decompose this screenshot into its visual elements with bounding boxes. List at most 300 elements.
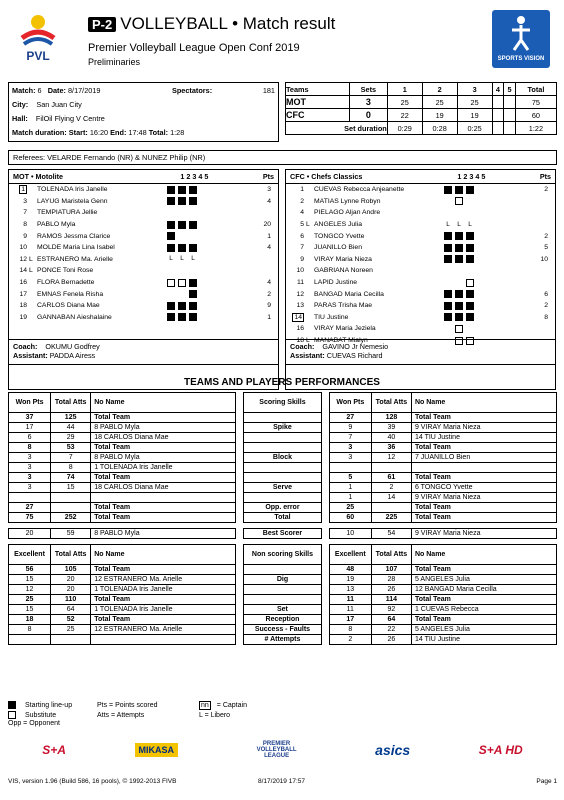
skill-label [243,585,321,595]
empty-set-slot [167,267,175,275]
page-title [88,14,335,34]
set-participation [444,279,508,287]
empty-set-slot [200,313,208,321]
libero-flag: L [29,255,33,263]
player-number [290,233,304,240]
col-header: No Name [411,545,556,565]
player-number [290,198,304,205]
duration-cell: 1:22 [515,122,556,135]
perf-cell: 105 [51,565,91,575]
empty-set-slot [488,313,496,321]
perf-cell: 1 TOLENADA Iris Janelle [91,463,236,473]
player-points: 2 [544,302,548,310]
starting-square-icon [466,232,474,240]
player-name: VIRAY Maria Jeziela [314,325,376,333]
starting-square-icon [444,255,452,263]
perf-cell: 26 [371,585,411,595]
player-name: PONCE Toni Rose [37,267,94,275]
score-header-cell: 1 [387,83,422,96]
empty-set-slot [444,197,452,205]
empty-set-slot [477,290,485,298]
perf-cell: 20 [51,585,91,595]
col-header: Excellent [9,545,51,565]
perf-cell: 18 [9,615,51,625]
coach-name: GAVINO Jr Nemesio [322,342,389,351]
perf-cell: Total Team [411,513,556,523]
player-number [13,279,27,286]
score-header-cell: Total [515,83,556,96]
set-participation [167,255,231,263]
libero-marker: L [169,255,173,263]
player-name: ESTRANERO Ma. Arielle [37,255,113,263]
perf-cell: Total Team [91,513,236,523]
starting-square-icon [455,186,463,194]
starting-square-icon [455,255,463,263]
perf-cell: 8 [329,625,371,635]
player-name: TOLENADA Iris Janelle [37,186,108,194]
skill-label: Block [243,453,321,463]
perf-cell: 6 [9,433,51,443]
player-name: TONGCO Yvette [314,232,365,240]
gap [236,453,244,463]
player-number [13,314,27,321]
assistant-name: PADDA Airess [49,351,96,360]
player-points: 4 [267,244,271,252]
perf-row [9,565,557,575]
set-participation [444,325,508,333]
starting-square-icon [189,313,197,321]
gap [236,443,244,453]
player-number-text: 13 [296,302,304,310]
set-participation [444,302,508,310]
player-points: 3 [267,186,271,194]
perf-header-row [9,545,557,565]
perf-cell: Total Team [91,503,236,513]
league-name: Premier Volleyball League Open Conf 2019 [88,42,300,54]
player-number [290,314,304,321]
perf-cell: 20 [9,529,51,539]
score-cell [492,109,504,122]
perf-cell: 8 PABLO Myla [91,423,236,433]
perf-cell: 27 [329,413,371,423]
player-number-text: 14 [294,313,302,321]
player-number-text: 8 [23,221,27,229]
perf-cell: 20 [51,575,91,585]
col-header: Total Atts [51,393,91,413]
perf-cell: 9 VIRAY Maria Nieza [411,529,556,539]
player-number-text: 9 [300,255,304,263]
player-row [286,265,555,277]
legend-captain-box: nn [201,701,209,709]
player-row [286,196,555,208]
set-participation [444,244,508,252]
empty-set-slot [444,267,452,275]
empty-set-slot [200,197,208,205]
perf-cell: Total Team [411,443,556,453]
player-row [286,277,555,289]
starting-square-icon [444,244,452,252]
perf-cell: 8 [9,443,51,453]
starting-square-icon [466,290,474,298]
perf-cell: 2 [371,483,411,493]
skill-label [243,433,321,443]
starting-square-icon [466,186,474,194]
empty-set-slot [200,255,208,263]
pts-header: Pts [539,172,551,181]
score-cell: CFC [286,109,350,122]
empty-set-slot [200,267,208,275]
p2-badge: P-2 [88,17,116,32]
set-participation [444,232,508,240]
set-participation [167,267,231,275]
score-cell: 22 [387,109,422,122]
empty-set-slot [200,244,208,252]
gap [236,615,244,625]
empty-set-slot [200,290,208,298]
gap [321,423,329,433]
col-header: No Name [91,393,236,413]
end-value: 17:48 [128,127,147,137]
match-info-panel [8,82,279,142]
empty-set-slot [488,325,496,333]
spectators-label: Spectators: [171,85,213,95]
player-row [9,207,278,219]
perf-cell: Total Team [411,503,556,513]
starting-square-icon [189,186,197,194]
player-name: TEMPIATURA Jellie [37,209,98,217]
empty-set-slot [200,221,208,229]
perf-cell [9,635,51,645]
set-participation [167,186,231,194]
total-label: Total: [148,127,169,137]
starting-square-icon [189,221,197,229]
perf-cell [91,493,236,503]
score-header-cell: 3 [457,83,492,96]
player-points: 2 [267,290,271,298]
empty-set-slot [477,221,485,229]
libero-flag: L [29,267,33,275]
player-number-text: 2 [300,197,304,205]
set-participation [167,302,231,310]
player-row [286,300,555,312]
empty-set-slot [211,302,219,310]
set-participation [167,313,231,321]
team-a-header [9,170,278,184]
player-row [9,277,278,289]
set-participation [444,313,508,321]
player-row [286,254,555,266]
empty-set-slot [477,186,485,194]
gap [321,433,329,443]
empty-set-slot [211,313,219,321]
col-header: Excellent [329,545,371,565]
starting-square-icon [167,244,175,252]
player-name: FLORA Bernadette [37,279,95,287]
best-scorer-row [9,529,557,539]
perf-cell: 52 [51,615,91,625]
gap [321,615,329,625]
pts-header: Pts [262,172,274,181]
starting-square-icon [466,255,474,263]
perf-cell: 40 [371,433,411,443]
perf-cell: Total Team [411,473,556,483]
assistant-name: CUEVAS Richard [326,351,383,360]
player-row [9,254,278,266]
footer [8,778,557,785]
perf-cell: Total Team [411,595,556,605]
perf-cell: 8 [51,463,91,473]
perf-cell: 7 [329,433,371,443]
starting-square-icon [455,290,463,298]
player-name: PABLO Myla [37,221,76,229]
starting-square-icon [189,302,197,310]
player-name: MANABAT Mialyn [314,337,368,345]
gap [236,503,244,513]
empty-set-slot [444,209,452,217]
empty-set-slot [200,232,208,240]
starting-square-icon [444,313,452,321]
skill-label [243,565,321,575]
player-number [13,291,27,298]
player-points: 9 [267,302,271,310]
gap [321,413,329,423]
empty-set-slot [211,221,219,229]
player-number-text: 5 [300,221,304,229]
player-name: LAYUG Maristela Genn [37,197,108,205]
starting-square-icon [444,290,452,298]
gap [321,565,329,575]
perf-cell: 9 VIRAY Maria Nieza [411,493,556,503]
gap [321,473,329,483]
sets-header: 1 2 3 4 5 [457,172,486,181]
perf-cell: 6 TONGCO Yvette [411,483,556,493]
perf-cell: Total Team [411,413,556,423]
perf-row [9,463,557,473]
perf-cell: 3 [9,453,51,463]
perf-cell: 56 [9,565,51,575]
set-participation [167,244,231,252]
perf-cell: 64 [371,615,411,625]
empty-set-slot [189,209,197,217]
empty-set-slot [455,279,463,287]
set-participation [444,209,508,217]
skill-label [243,595,321,605]
perf-cell: 48 [329,565,371,575]
perf-cell [9,493,51,503]
empty-set-slot [488,255,496,263]
perf-row [9,493,557,503]
perf-cell: 25 [9,595,51,605]
perf-cell: 1 CUEVAS Rebecca [411,605,556,615]
gap [321,595,329,605]
player-row [286,288,555,300]
empty-set-slot [211,209,219,217]
empty-set-slot [488,302,496,310]
match-label: Match: [12,85,36,95]
score-panel [285,82,557,135]
starting-square-icon [178,186,186,194]
skill-label: Reception [243,615,321,625]
gap [321,513,329,523]
player-number [290,244,304,251]
empty-set-slot [178,290,186,298]
empty-set-slot [189,267,197,275]
gap [236,393,244,413]
empty-set-slot [466,325,474,333]
empty-square-icon [8,711,16,719]
perf-cell [329,463,371,473]
perf-cell: 74 [51,473,91,483]
starting-square-icon [189,290,197,298]
empty-set-slot [488,221,496,229]
score-cell [492,96,504,109]
player-number [13,186,27,193]
empty-set-slot [189,232,197,240]
start-label: Start: [68,127,88,137]
skill-header: Scoring Skills [243,393,321,413]
player-number [290,302,304,309]
set-duration-row [286,122,557,135]
perf-cell: 128 [371,413,411,423]
perf-row [9,453,557,463]
score-row [286,96,557,109]
player-name: RAMOS Jessma Clarice [37,232,111,240]
player-number-text: 14 [19,267,27,275]
pvl-logo [8,8,68,66]
empty-set-slot [466,209,474,217]
perf-cell: 60 [329,513,371,523]
perf-cell: 10 [329,529,371,539]
player-points: 10 [540,255,548,263]
match-date: 8/17/2019 [67,85,101,95]
perf-cell: 64 [51,605,91,615]
team-a-coaches [8,339,279,365]
empty-set-slot [211,267,219,275]
sponsor-logo: asics [375,742,411,758]
perf-cell: 8 PABLO Myla [91,453,236,463]
perf-cell: 14 [371,493,411,503]
perf-row [9,423,557,433]
player-number [13,244,27,251]
perf-cell: 225 [371,513,411,523]
player-points: 4 [267,279,271,287]
empty-set-slot [488,290,496,298]
gap [236,545,244,565]
score-cell: 0 [350,109,388,122]
starting-square-icon [455,244,463,252]
perf-cell: 15 [9,605,51,615]
player-number-text: 9 [23,232,27,240]
player-number [13,233,27,240]
substitute-square-icon [167,279,175,287]
legend-atts: Atts = Attempts [97,711,145,719]
player-row [286,323,555,335]
score-header-cell: 5 [504,83,516,96]
perf-cell: 17 [329,615,371,625]
substitute-square-icon [466,279,474,287]
empty-set-slot [211,232,219,240]
empty-set-slot [200,302,208,310]
player-number [290,325,304,332]
starting-square-icon [167,232,175,240]
player-number-text: 7 [23,209,27,217]
perf-row [9,473,557,483]
score-header-row [286,83,557,96]
gap [321,545,329,565]
gap [321,463,329,473]
start-value: 16:20 [89,127,109,137]
player-name: MATIAS Lynne Robyn [314,197,381,205]
perf-cell: 39 [371,423,411,433]
starting-square-icon [167,313,175,321]
perf-cell: 5 [329,473,371,483]
perf-row [9,625,557,635]
player-row [9,219,278,231]
score-table [285,82,557,135]
perf-cell: 8 [9,625,51,635]
player-number [13,256,27,263]
starting-square-icon [455,302,463,310]
perf-cell [371,463,411,473]
gap [321,575,329,585]
score-header-cell: 2 [422,83,457,96]
col-header: No Name [411,393,556,413]
player-number-text: 16 [19,279,27,287]
perf-cell: 125 [51,413,91,423]
empty-set-slot [488,209,496,217]
perf-cell: 7 [51,453,91,463]
player-number-text: 19 [19,313,27,321]
performance-title: TEAMS AND PLAYERS PERFORMANCES [184,377,380,388]
perf-cell: 54 [371,529,411,539]
player-points: 5 [544,244,548,252]
player-row [286,242,555,254]
coach-label: Coach: [290,342,315,351]
col-header: Total Atts [371,393,411,413]
spectators-value: 181 [262,85,275,95]
perf-header-row [9,393,557,413]
empty-set-slot [466,197,474,205]
col-header: Won Pts [9,393,51,413]
gap [321,605,329,615]
perf-cell: 1 [329,483,371,493]
substitute-square-icon [455,325,463,333]
player-number-text: 7 [300,244,304,252]
starting-square-icon [178,313,186,321]
perf-cell: Total Team [411,615,556,625]
libero-marker: L [191,255,195,263]
empty-set-slot [477,325,485,333]
assistant-label: Assistant: [290,351,325,360]
duration-cell: 0:25 [457,122,492,135]
perf-cell: 110 [51,595,91,605]
starting-square-icon [167,197,175,205]
gap [321,585,329,595]
player-number-text: 10 [19,244,27,252]
perf-cell: 9 [329,423,371,433]
perf-cell [51,493,91,503]
perf-cell: 3 [329,453,371,463]
skill-label [243,413,321,423]
empty-set-slot [211,290,219,298]
player-name: ANGELES Julia [314,221,362,229]
score-cell: 60 [515,109,556,122]
perf-cell: 44 [51,423,91,433]
player-number [290,291,304,298]
empty-set-slot [477,244,485,252]
legend-starting: Starting line-up [25,701,73,709]
empty-set-slot [477,209,485,217]
